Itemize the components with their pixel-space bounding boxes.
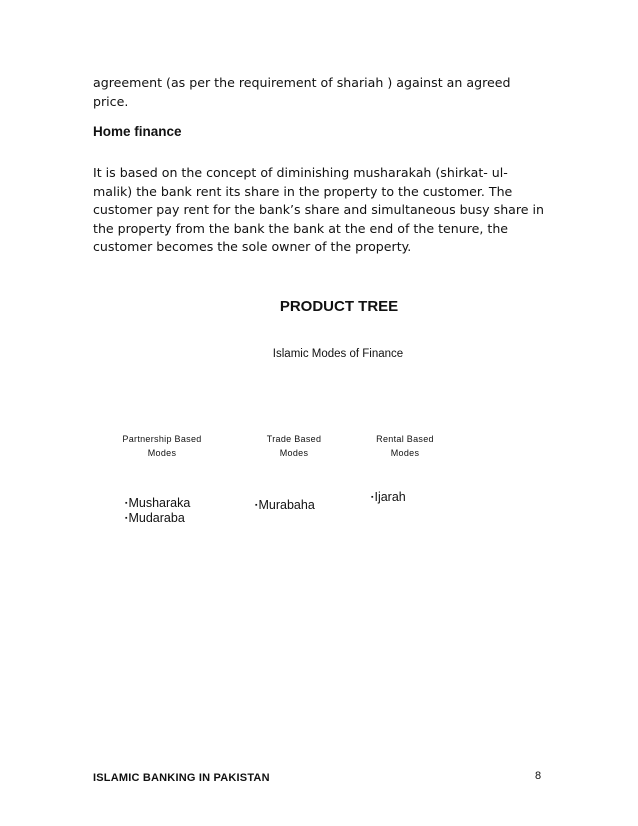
trade-leaf-list <box>255 498 315 513</box>
partnership-leaf-list <box>125 496 190 526</box>
text-line: agreement (as per the requirement of shariah ) against an agreed <box>93 75 511 90</box>
home-finance-heading: Home finance <box>93 124 182 139</box>
branch-rental-based-modes <box>355 432 455 460</box>
footer-document-title: ISLAMIC BANKING IN PAKISTAN <box>93 772 270 784</box>
rental-leaf-list <box>371 490 406 505</box>
intro-paragraph <box>93 74 563 111</box>
branch-label: Modes <box>147 448 177 458</box>
branch-label: Modes <box>279 448 309 458</box>
text-line: the property from the bank the bank at the end of the tenure, the <box>93 220 509 236</box>
text-line: customer becomes the sole owner of the property. <box>93 239 412 255</box>
list-item <box>255 498 315 513</box>
text-line: It is based on the concept of diminishing musharakah (shirkat- ul- <box>93 165 508 180</box>
square-bullet-icon: ▪ <box>125 515 128 522</box>
branch-label: Rental Based <box>376 434 434 444</box>
product-tree-title: PRODUCT TREE <box>279 298 399 315</box>
text-line: price. <box>93 93 129 109</box>
product-tree-root-node: Islamic Modes of Finance <box>272 348 404 360</box>
page-number: 8 <box>535 770 542 782</box>
square-bullet-icon: ▪ <box>255 502 258 509</box>
text-line: malik) the bank rent its share in the property to the customer. The <box>93 183 513 199</box>
square-bullet-icon: ▪ <box>125 500 128 507</box>
branch-label: Modes <box>390 448 420 458</box>
branch-label: Trade Based <box>266 434 322 444</box>
home-finance-paragraph <box>93 164 563 257</box>
list-item-label: Ijarah <box>374 490 406 504</box>
list-item-label: Murabaha <box>258 498 315 512</box>
square-bullet-icon: ▪ <box>371 494 374 501</box>
list-item-label: Musharaka <box>128 496 191 510</box>
text-line: customer pay rent for the bank’s share and simultaneous busy share in <box>93 202 545 218</box>
branch-label: Partnership Based <box>122 434 202 444</box>
list-item <box>125 511 190 526</box>
list-item <box>125 496 190 511</box>
branch-trade-based-modes <box>244 432 344 460</box>
branch-partnership-based-modes <box>112 432 212 460</box>
list-item <box>371 490 406 505</box>
list-item-label: Mudaraba <box>128 511 185 525</box>
